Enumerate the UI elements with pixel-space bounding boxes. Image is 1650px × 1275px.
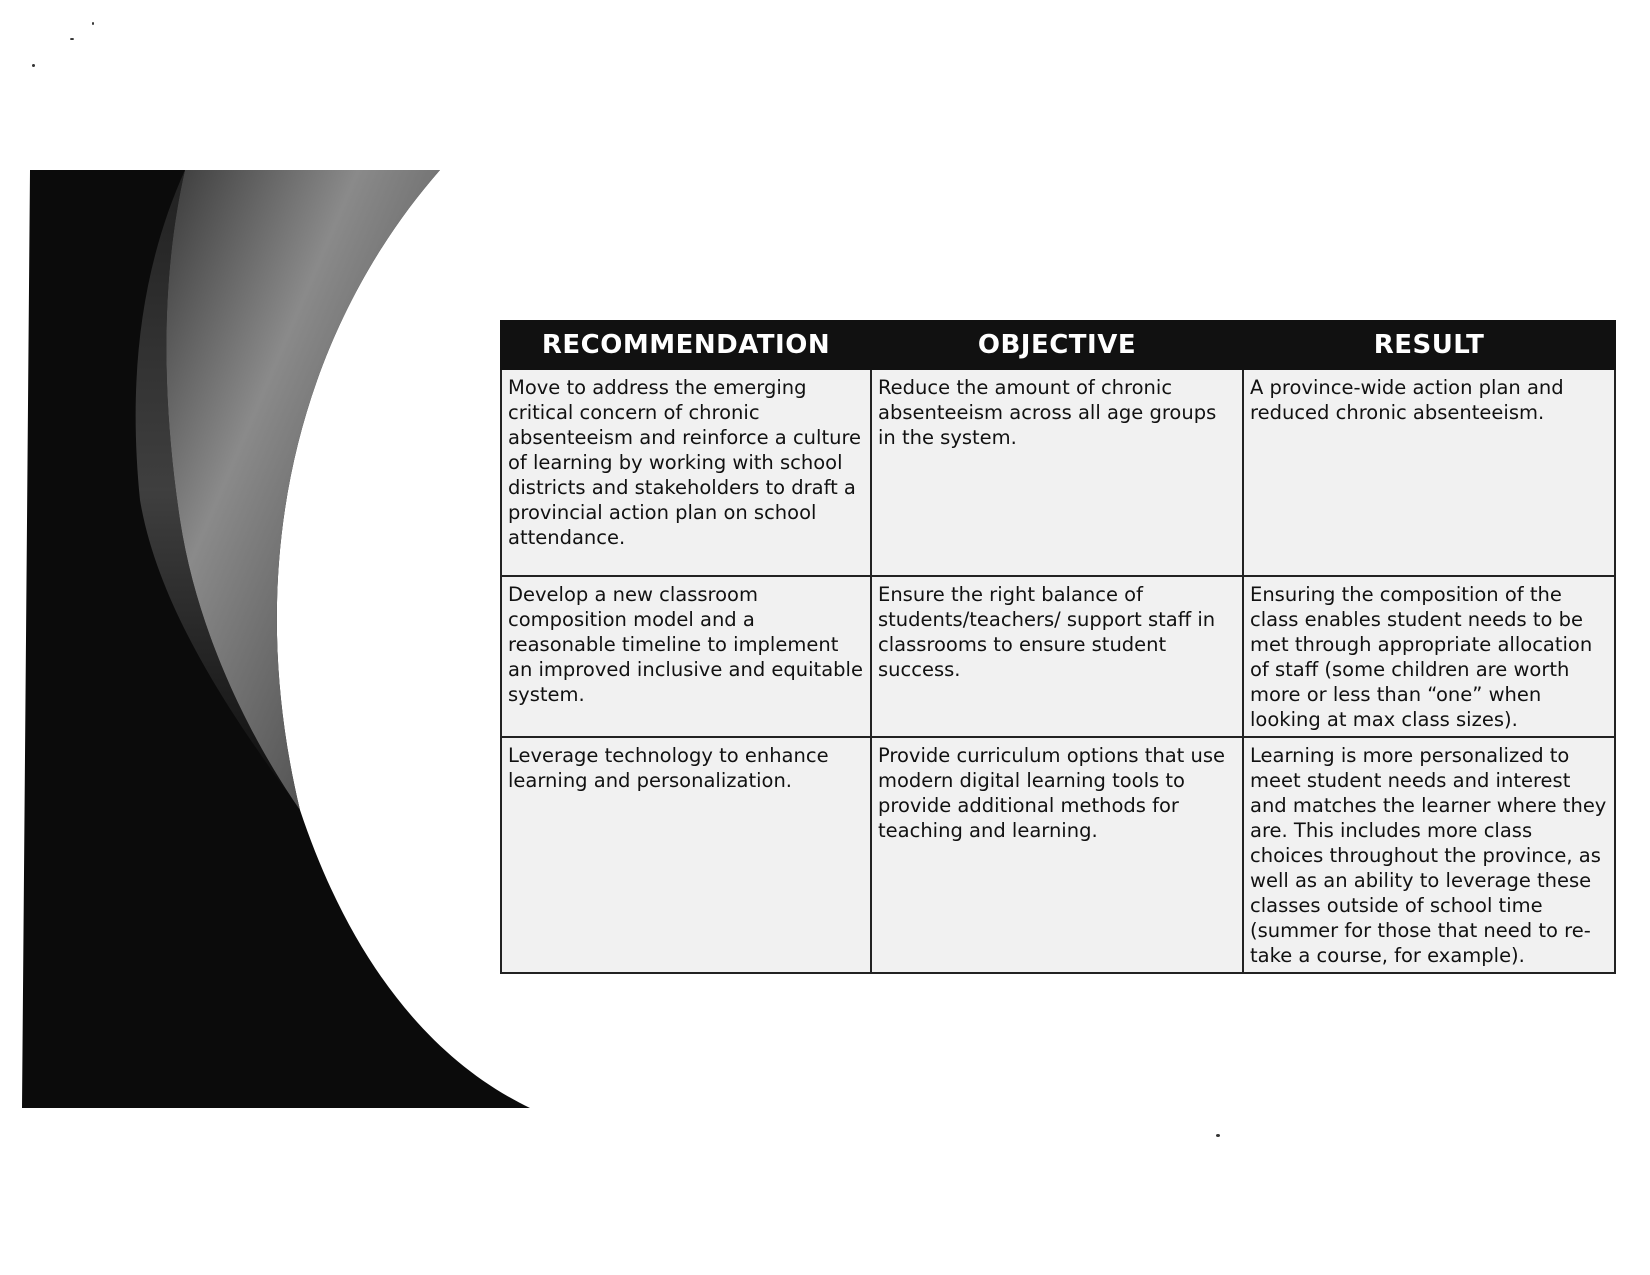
scan-speck (1216, 1134, 1220, 1137)
objective-cell: Reduce the amount of chronic absenteeism across all age groups in the system. (871, 369, 1243, 576)
scan-speck (92, 22, 94, 25)
result-cell: Ensuring the composition of the class enables student needs to be met through appropriate allocation of staff (some children are worth more or less than “one” when looking at max class sizes). (1243, 576, 1615, 737)
recommendation-cell: Develop a new classroom composition model and a reasonable timeline to implement an improved inclusive and equitable system. (501, 576, 871, 737)
header-recommendation: RECOMMENDATION (501, 321, 871, 369)
header-result: RESULT (1243, 321, 1615, 369)
objective-cell: Provide curriculum options that use modern digital learning tools to provide additional methods for teaching and learning. (871, 737, 1243, 973)
recommendation-table-container (500, 320, 1614, 974)
recommendation-cell: Move to address the emerging critical concern of chronic absenteeism and reinforce a culture of learning by working with school districts and stakeholders to draft a provincial action plan on school attendance. (501, 369, 871, 576)
table-header-row (501, 321, 1615, 369)
scan-speck (70, 38, 74, 40)
result-cell: A province-wide action plan and reduced chronic absenteeism. (1243, 369, 1615, 576)
header-objective: OBJECTIVE (871, 321, 1243, 369)
table-row (501, 737, 1615, 973)
scan-speck (32, 64, 35, 67)
result-cell: Learning is more personalized to meet student needs and interest and matches the learner where they are. This includes more class choices throughout the province, as well as an ability to leverage these classes outside of school time (summer for those that need to re-take a course, for example). (1243, 737, 1615, 973)
objective-cell: Ensure the right balance of students/teachers/ support staff in classrooms to ensure student success. (871, 576, 1243, 737)
table-row (501, 369, 1615, 576)
recommendation-cell: Leverage technology to enhance learning and personalization. (501, 737, 871, 973)
table-row (501, 576, 1615, 737)
recommendation-table (500, 320, 1616, 974)
